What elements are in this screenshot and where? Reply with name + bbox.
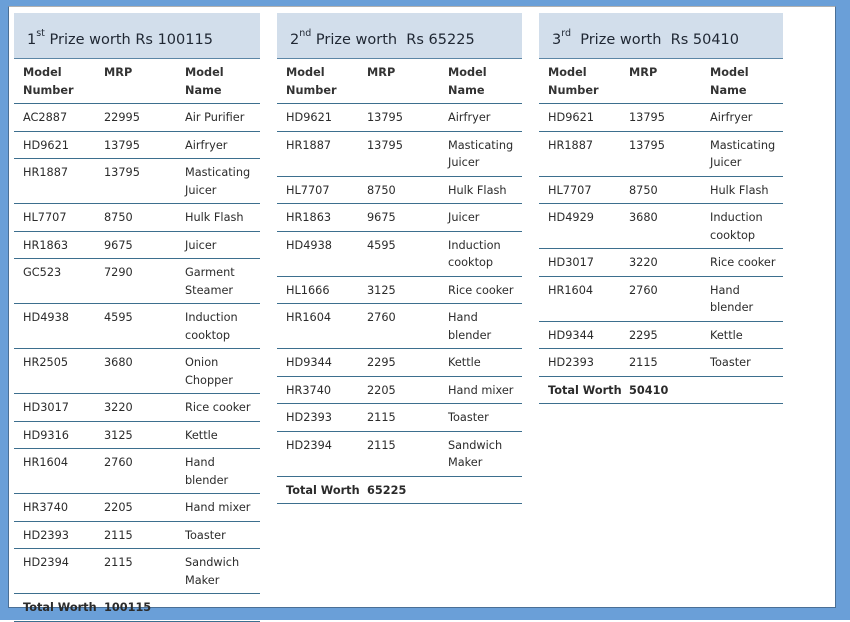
mrp-cell: 13795 <box>367 131 448 176</box>
model-number-cell: HR1604 <box>539 276 629 321</box>
model-number-cell: HL7707 <box>539 176 629 204</box>
model-name-cell: Toaster <box>185 521 260 549</box>
model-number-cell: HD2393 <box>14 521 104 549</box>
table-header-row <box>539 59 783 104</box>
mrp-cell: 3125 <box>367 276 448 304</box>
column-header-mrp: MRP <box>104 59 185 104</box>
model-number-cell: HR3740 <box>277 376 367 404</box>
model-name-cell: Sandwich Maker <box>448 431 522 476</box>
model-number-cell: HR1863 <box>277 204 367 232</box>
prize-table-2 <box>277 13 522 504</box>
mrp-cell: 4595 <box>367 231 448 276</box>
model-name-cell: Airfryer <box>185 131 260 159</box>
mrp-cell: 2205 <box>104 494 185 522</box>
table-row <box>539 176 783 204</box>
table-row <box>14 521 260 549</box>
mrp-cell: 2295 <box>367 349 448 377</box>
table-row <box>539 249 783 277</box>
model-name-cell: Hand blender <box>448 304 522 349</box>
prize-title <box>14 13 260 59</box>
prize-ordinal-suffix: nd <box>299 28 312 39</box>
table-row <box>14 131 260 159</box>
mrp-cell: 9675 <box>104 231 185 259</box>
total-label: Total Worth <box>14 594 104 622</box>
mrp-cell: 2295 <box>629 321 710 349</box>
total-empty-cell <box>448 476 522 504</box>
model-number-cell: HR1604 <box>14 449 104 494</box>
model-name-cell: Air Purifier <box>185 104 260 132</box>
model-number-cell: HD9316 <box>14 421 104 449</box>
model-name-cell: Induction cooktop <box>710 204 783 249</box>
prize-items-table <box>14 59 260 622</box>
mrp-cell: 13795 <box>629 131 710 176</box>
model-number-cell: HD4929 <box>539 204 629 249</box>
table-row <box>14 159 260 204</box>
model-name-cell: Garment Steamer <box>185 259 260 304</box>
model-number-cell: HD9621 <box>277 104 367 132</box>
table-row <box>14 231 260 259</box>
table-row <box>277 404 522 432</box>
prize-ordinal-suffix: rd <box>561 28 572 39</box>
table-row <box>277 176 522 204</box>
mrp-cell: 13795 <box>629 104 710 132</box>
model-number-cell: HD4938 <box>14 304 104 349</box>
mrp-cell: 7290 <box>104 259 185 304</box>
table-row <box>14 494 260 522</box>
model-number-cell: HD3017 <box>539 249 629 277</box>
prize-items-table <box>539 59 783 404</box>
model-number-cell: HL7707 <box>14 204 104 232</box>
mrp-cell: 4595 <box>104 304 185 349</box>
table-row <box>14 549 260 594</box>
model-name-cell: Rice cooker <box>185 394 260 422</box>
model-name-cell: Kettle <box>710 321 783 349</box>
model-name-cell: Rice cooker <box>710 249 783 277</box>
model-name-cell: Juicer <box>448 204 522 232</box>
mrp-cell: 22995 <box>104 104 185 132</box>
prize-items-table <box>277 59 522 504</box>
model-name-cell: Hulk Flash <box>710 176 783 204</box>
model-name-cell: Hulk Flash <box>448 176 522 204</box>
model-name-cell: Airfryer <box>710 104 783 132</box>
prize-title <box>277 13 522 59</box>
mrp-cell: 3680 <box>104 349 185 394</box>
column-header-mrp: MRP <box>629 59 710 104</box>
model-name-cell: Kettle <box>448 349 522 377</box>
model-name-cell: Masticating Juicer <box>448 131 522 176</box>
mrp-cell: 2760 <box>367 304 448 349</box>
model-name-cell: Hulk Flash <box>185 204 260 232</box>
model-name-cell: Masticating Juicer <box>185 159 260 204</box>
table-row <box>277 131 522 176</box>
total-label: Total Worth <box>277 476 367 504</box>
column-header-model-number: Model Number <box>539 59 629 104</box>
model-number-cell: HR1863 <box>14 231 104 259</box>
model-number-cell: HD9344 <box>277 349 367 377</box>
prize-ordinal-suffix: st <box>36 28 45 39</box>
model-name-cell: Sandwich Maker <box>185 549 260 594</box>
model-number-cell: HD3017 <box>14 394 104 422</box>
table-row <box>14 259 260 304</box>
table-row <box>277 431 522 476</box>
model-number-cell: HD2393 <box>277 404 367 432</box>
table-row <box>277 104 522 132</box>
model-number-cell: HD9621 <box>539 104 629 132</box>
model-number-cell: GC523 <box>14 259 104 304</box>
model-number-cell: HR3740 <box>14 494 104 522</box>
table-row <box>277 276 522 304</box>
column-header-model-number: Model Number <box>14 59 104 104</box>
mrp-cell: 2115 <box>367 404 448 432</box>
model-name-cell: Hand mixer <box>185 494 260 522</box>
table-row <box>277 204 522 232</box>
table-row <box>277 231 522 276</box>
model-name-cell: Hand blender <box>710 276 783 321</box>
prize-title-text: Prize worth Rs 50410 <box>571 31 740 48</box>
mrp-cell: 13795 <box>367 104 448 132</box>
total-value: 65225 <box>367 476 448 504</box>
model-name-cell: Kettle <box>185 421 260 449</box>
mrp-cell: 3220 <box>629 249 710 277</box>
table-row <box>14 394 260 422</box>
table-row <box>14 349 260 394</box>
model-number-cell: HL7707 <box>277 176 367 204</box>
model-name-cell: Masticating Juicer <box>710 131 783 176</box>
model-name-cell: Induction cooktop <box>448 231 522 276</box>
prize-title-text: Prize worth Rs 65225 <box>311 31 475 48</box>
table-row <box>539 131 783 176</box>
total-row <box>539 376 783 404</box>
model-name-cell: Juicer <box>185 231 260 259</box>
table-row <box>539 321 783 349</box>
mrp-cell: 2760 <box>104 449 185 494</box>
table-row <box>14 304 260 349</box>
model-number-cell: HD9344 <box>539 321 629 349</box>
table-row <box>539 204 783 249</box>
model-number-cell: HR2505 <box>14 349 104 394</box>
mrp-cell: 13795 <box>104 159 185 204</box>
model-number-cell: HD4938 <box>277 231 367 276</box>
prize-title <box>539 13 783 59</box>
mrp-cell: 3125 <box>104 421 185 449</box>
table-row <box>277 349 522 377</box>
mrp-cell: 2115 <box>629 349 710 377</box>
prize-table-3 <box>539 13 783 404</box>
model-number-cell: HD2394 <box>277 431 367 476</box>
model-number-cell: HR1887 <box>277 131 367 176</box>
model-number-cell: HR1604 <box>277 304 367 349</box>
model-number-cell: HD2394 <box>14 549 104 594</box>
total-empty-cell <box>185 594 260 622</box>
table-row <box>539 349 783 377</box>
model-name-cell: Toaster <box>448 404 522 432</box>
table-header-row <box>277 59 522 104</box>
column-header-model-name: Model Name <box>448 59 522 104</box>
model-name-cell: Toaster <box>710 349 783 377</box>
mrp-cell: 2760 <box>629 276 710 321</box>
mrp-cell: 2205 <box>367 376 448 404</box>
model-name-cell: Airfryer <box>448 104 522 132</box>
model-name-cell: Induction cooktop <box>185 304 260 349</box>
table-row <box>277 304 522 349</box>
column-header-model-number: Model Number <box>277 59 367 104</box>
total-value: 100115 <box>104 594 185 622</box>
mrp-cell: 8750 <box>629 176 710 204</box>
prize-ordinal-number: 1 <box>27 31 37 48</box>
prize-title-text: Prize worth Rs 100115 <box>44 31 213 48</box>
model-number-cell: HD2393 <box>539 349 629 377</box>
model-number-cell: AC2887 <box>14 104 104 132</box>
model-number-cell: HR1887 <box>14 159 104 204</box>
mrp-cell: 2115 <box>104 549 185 594</box>
model-name-cell: Hand mixer <box>448 376 522 404</box>
table-row <box>14 204 260 232</box>
mrp-cell: 13795 <box>104 131 185 159</box>
column-header-model-name: Model Name <box>710 59 783 104</box>
table-row <box>14 104 260 132</box>
model-number-cell: HR1887 <box>539 131 629 176</box>
model-name-cell: Onion Chopper <box>185 349 260 394</box>
total-empty-cell <box>710 376 783 404</box>
table-row <box>14 449 260 494</box>
prize-table-1 <box>14 13 260 622</box>
table-row <box>14 421 260 449</box>
model-number-cell: HD9621 <box>14 131 104 159</box>
table-row <box>539 104 783 132</box>
mrp-cell: 9675 <box>367 204 448 232</box>
column-header-model-name: Model Name <box>185 59 260 104</box>
mrp-cell: 2115 <box>104 521 185 549</box>
total-value: 50410 <box>629 376 710 404</box>
prize-ordinal-number: 3 <box>552 31 562 48</box>
mrp-cell: 8750 <box>367 176 448 204</box>
total-row <box>277 476 522 504</box>
column-header-mrp: MRP <box>367 59 448 104</box>
mrp-cell: 2115 <box>367 431 448 476</box>
prize-ordinal-number: 2 <box>290 31 300 48</box>
model-name-cell: Hand blender <box>185 449 260 494</box>
total-row <box>14 594 260 622</box>
mrp-cell: 8750 <box>104 204 185 232</box>
table-row <box>277 376 522 404</box>
table-row <box>539 276 783 321</box>
mrp-cell: 3220 <box>104 394 185 422</box>
model-number-cell: HL1666 <box>277 276 367 304</box>
mrp-cell: 3680 <box>629 204 710 249</box>
model-name-cell: Rice cooker <box>448 276 522 304</box>
table-header-row <box>14 59 260 104</box>
total-label: Total Worth <box>539 376 629 404</box>
